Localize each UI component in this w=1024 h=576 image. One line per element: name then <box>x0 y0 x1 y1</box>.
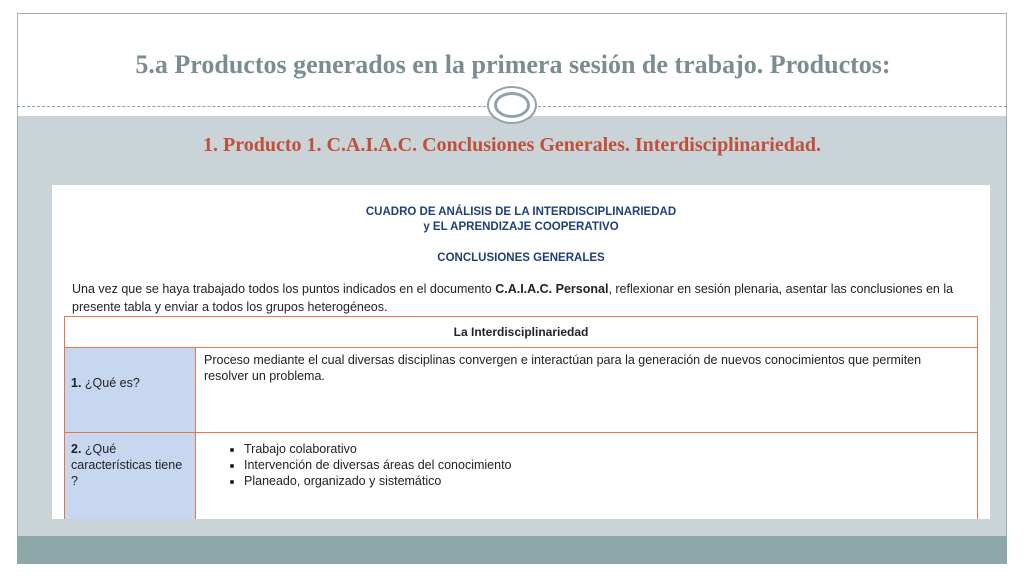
list-item: • Planeado, organizado y sistemático <box>244 473 969 489</box>
intro-text-2: , reflexionar en sesión plenaria, asentar las conclusiones en la presente tabla y enviar a todos los grupos heterogéneos. <box>72 282 954 314</box>
characteristics-list <box>204 441 969 489</box>
doc-heading-1: CUADRO DE ANÁLISIS DE LA INTERDISCIPLINARIEDAD <box>365 206 677 218</box>
question-text: ¿Qué es? <box>81 376 140 390</box>
list-item: • Intervención de diversas áreas del conocimiento <box>244 457 969 473</box>
doc-intro <box>72 280 972 316</box>
intro-bold: C.A.I.A.C. Personal <box>495 282 609 296</box>
question-cell <box>65 433 196 520</box>
answer-cell: Proceso mediante el cual diversas disciplinas convergen e interactúan para la generación de nuevos conocimientos que permiten resolver un problema. <box>196 348 978 433</box>
table-header-row <box>65 317 978 348</box>
ring-ornament-icon <box>487 86 537 124</box>
question-text: ¿Qué características tiene ? <box>71 442 183 488</box>
table-row <box>65 348 978 433</box>
question-number: 2. <box>71 442 82 456</box>
slide-subtitle: 1. Producto 1. C.A.I.A.C. Conclusiones Generales. Interdisciplinariedad. <box>203 134 821 156</box>
table-row <box>65 433 978 520</box>
doc-heading-2: y EL APRENDIZAJE COOPERATIVO <box>423 221 619 233</box>
answer-cell <box>196 433 978 520</box>
slide-title: 5.a Productos generados en la primera sesión de trabajo. Productos: <box>135 50 891 79</box>
question-number: 1. <box>71 376 82 390</box>
list-item: • Trabajo colaborativo <box>244 441 969 457</box>
table-header: La Interdisciplinariedad <box>65 317 978 348</box>
document-image <box>52 185 990 519</box>
doc-heading-3: CONCLUSIONES GENERALES <box>437 252 605 264</box>
bottom-bar <box>17 536 1007 564</box>
conclusions-table <box>64 316 978 519</box>
question-cell <box>65 348 196 433</box>
intro-text-1: Una vez que se haya trabajado todos los puntos indicados en el documento <box>72 282 496 296</box>
